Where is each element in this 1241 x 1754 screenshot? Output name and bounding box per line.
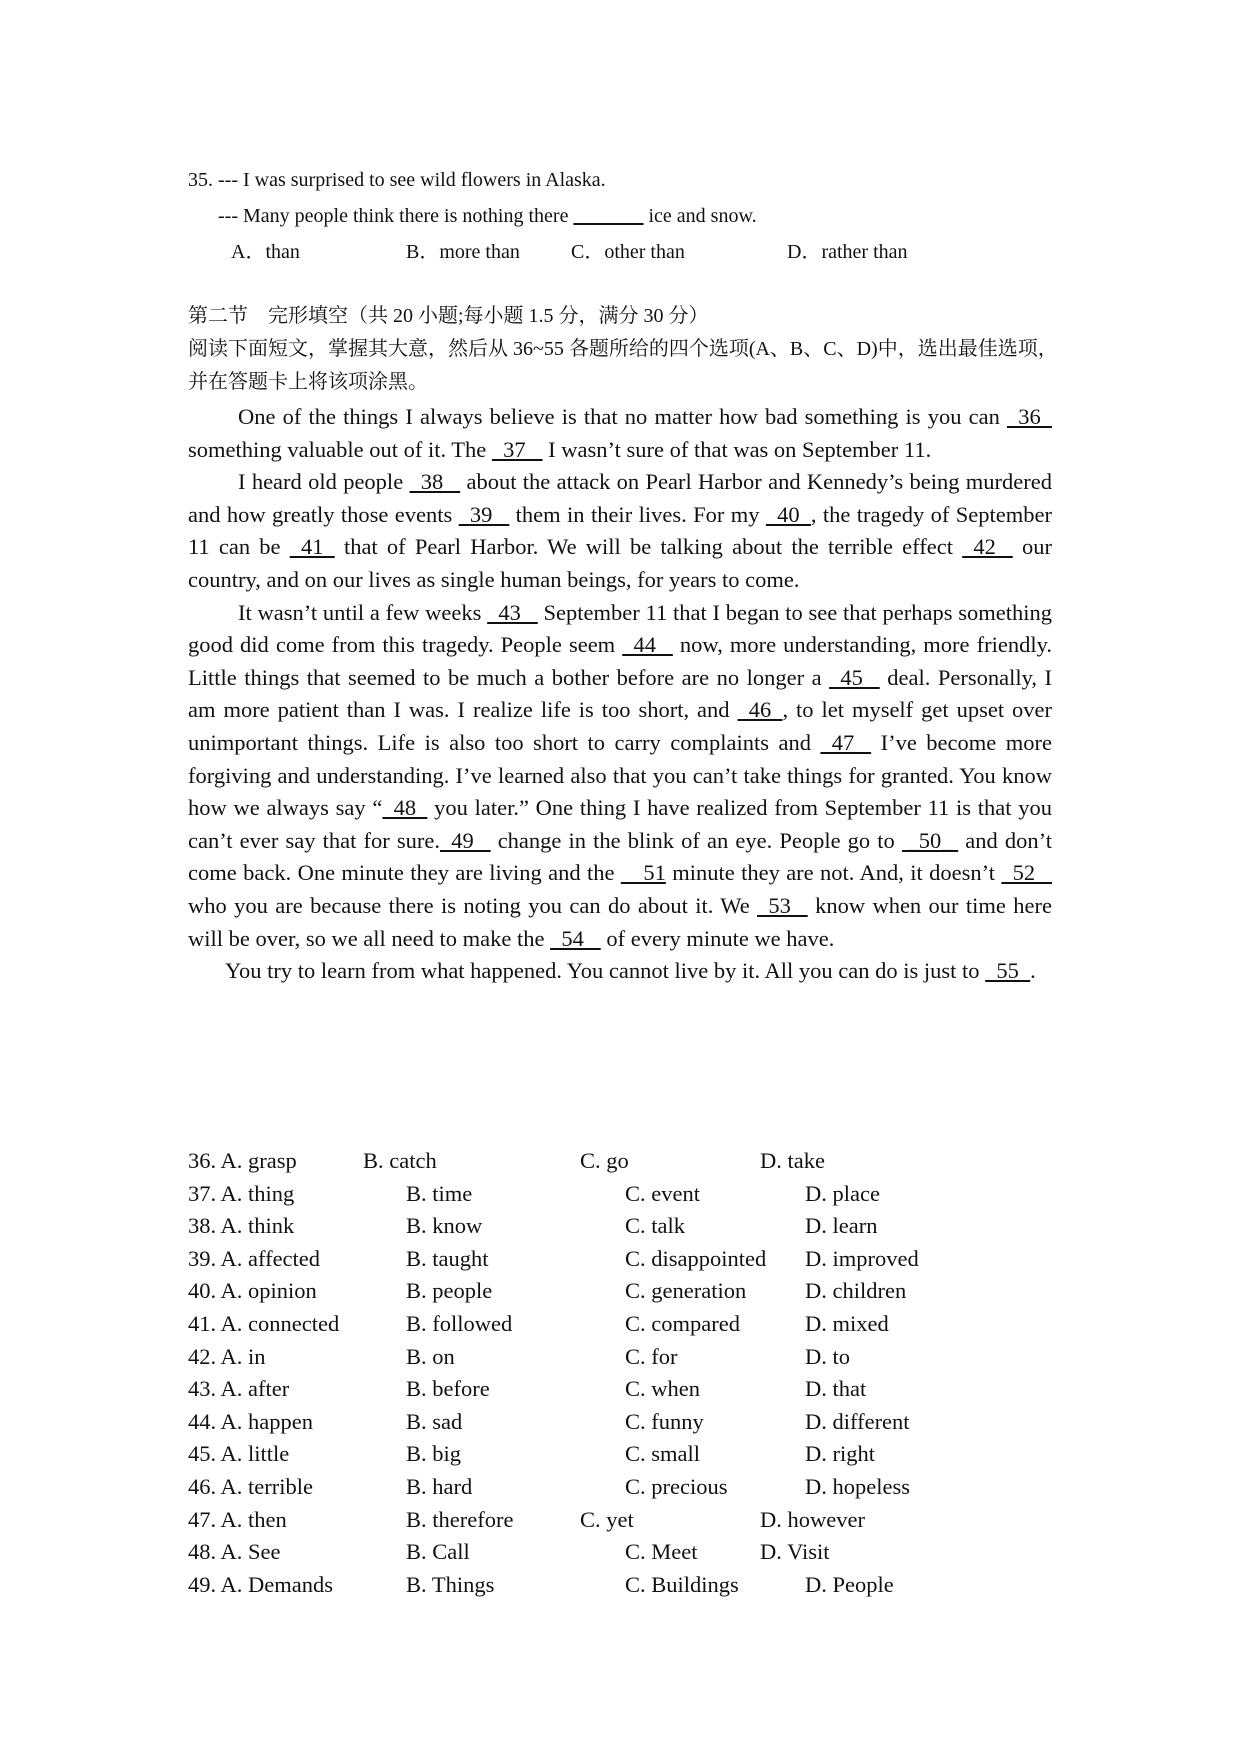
choice-d: D. improved [805, 1245, 919, 1271]
passage-text: our country, and on our lives as single human beings, for years to come. [188, 534, 1052, 592]
blank-49: 49 [439, 827, 491, 853]
passage-text: It wasn’t until a few weeks [238, 599, 488, 625]
choice-row-49 [188, 1569, 1068, 1602]
section-header [188, 300, 1060, 399]
choice-d: D. that [805, 1376, 867, 1402]
choice-b: B. therefore [406, 1506, 514, 1532]
choice-row-43 [188, 1373, 1068, 1406]
choice-c: C. go [580, 1148, 629, 1173]
q35-option-b: B．more than [406, 241, 520, 263]
choice-d: D. People [805, 1571, 894, 1597]
choice-b: B. followed [406, 1310, 513, 1336]
passage-text: something valuable out of it. The [188, 436, 492, 462]
q35-reply [188, 198, 1068, 234]
passage-text: know when our time here will be over, so we all need to make the [188, 892, 1052, 951]
choice-row-38 [188, 1210, 1068, 1243]
choice-a: 49. A. Demands [188, 1571, 333, 1597]
choice-d: D. mixed [805, 1310, 889, 1336]
section-heading: 第二节 完形填空（共 20 小题;每小题 1.5 分，满分 30 分） [188, 305, 709, 327]
choice-b: B. hard [406, 1473, 473, 1499]
choice-a: 46. A. terrible [188, 1473, 313, 1499]
choice-b: B. Call [406, 1539, 470, 1565]
choice-row-47 [188, 1504, 1068, 1537]
choice-d: D. however [760, 1506, 865, 1532]
passage-text: and don’t come back. One minute they are living and the [188, 827, 1052, 886]
blank-48: 48 [382, 795, 428, 821]
blank-40: 40 [765, 501, 811, 527]
q35-option-d: D．rather than [787, 241, 908, 263]
choice-row-39 [188, 1243, 1068, 1276]
choice-b: B. sad [406, 1408, 463, 1434]
choice-c: C. generation [625, 1278, 747, 1304]
choice-a: 44. A. happen [188, 1408, 313, 1434]
passage-text: September 11 that I began to see that perhaps something good did come from this tragedy. People seem [188, 599, 1052, 658]
q35-prompt: 35. --- I was surprised to see wild flowers in Alaska. [188, 169, 606, 191]
choice-b: B. time [406, 1180, 473, 1206]
choice-a: 43. A. after [188, 1376, 290, 1402]
choice-d: D. different [805, 1408, 910, 1434]
choice-b: B. on [406, 1343, 455, 1369]
choice-row-37 [188, 1178, 1068, 1211]
q35-options [188, 234, 1068, 270]
q35-reply-end: ice and snow. [643, 205, 757, 227]
choice-c: C. talk [625, 1213, 685, 1239]
choice-row-48 [188, 1536, 1068, 1569]
passage-text: I heard old people [238, 469, 410, 495]
blank-53: 53 [757, 892, 808, 918]
blank-55: 55 [985, 958, 1031, 984]
choice-d: D. learn [805, 1213, 878, 1239]
passage-text: deal. Personally, I am more patient than I was. I realize life is too short, and [188, 664, 1052, 723]
choice-row-41 [188, 1308, 1068, 1341]
blank-54: 54 [550, 925, 601, 951]
choice-row-46 [188, 1471, 1068, 1504]
choice-b: B. before [406, 1376, 490, 1402]
choice-d: D. take [760, 1148, 825, 1173]
choice-d: D. to [805, 1343, 850, 1369]
passage-text: One of the things I always believe is that no matter how bad something is you can [238, 404, 1007, 429]
choice-b: B. people [406, 1278, 493, 1304]
q35-blank: _______ [573, 205, 644, 227]
blank-45: 45 [829, 664, 880, 690]
question-35 [188, 162, 1068, 270]
choice-row-36 [188, 1145, 1068, 1178]
choice-row-45 [188, 1438, 1068, 1471]
choice-c: C. funny [625, 1408, 704, 1434]
choice-d: D. Visit [760, 1539, 830, 1565]
choice-b: B. big [406, 1441, 462, 1467]
passage-text: minute they are not. And, it doesn’t [665, 860, 1002, 886]
cloze-passage [188, 401, 1052, 988]
passage-paragraph [188, 466, 1052, 596]
choice-c: C. for [625, 1343, 678, 1369]
choice-a: 36. A. grasp [188, 1148, 297, 1173]
choice-b: B. taught [406, 1245, 489, 1271]
passage-text: you later.” One thing I have realized from September 11 is that you can’t ever say that for sure. [188, 795, 1052, 853]
passage-paragraph [188, 955, 1052, 988]
passage-text: who you are because there is noting you can do about it. We [188, 892, 758, 918]
choice-b: B. catch [363, 1148, 437, 1173]
choice-a: 37. A. thing [188, 1180, 295, 1206]
choice-d: D. right [805, 1441, 875, 1467]
passage-text: now, more understanding, more friendly. Little things that seemed to be much a bother before are no longer a [188, 632, 1052, 690]
choice-c: C. Buildings [625, 1571, 739, 1597]
blank-38: 38 [409, 469, 461, 495]
passage-text: change in the blink of an eye. People go to [490, 827, 902, 853]
choice-a: 39. A. affected [188, 1245, 321, 1271]
passage-text: I wasn’t sure of that was on September 11. [542, 436, 932, 462]
choice-a: 45. A. little [188, 1441, 290, 1467]
choice-row-44 [188, 1406, 1068, 1439]
choice-b: B. know [406, 1213, 483, 1239]
choice-c: C. yet [580, 1506, 634, 1532]
blank-43: 43 [487, 599, 538, 625]
choice-a: 47. A. then [188, 1506, 287, 1532]
choice-row-40 [188, 1275, 1068, 1308]
choice-c: C. precious [625, 1473, 728, 1499]
choice-c: C. disappointed [625, 1245, 767, 1271]
q35-reply-text: --- Many people think there is nothing there [218, 205, 574, 227]
choice-a: 42. A. in [188, 1343, 266, 1369]
choice-row-42 [188, 1341, 1068, 1374]
blank-50: _50_ [901, 827, 959, 853]
passage-text: that of Pearl Harbor. We will be talking about the terrible effect [334, 534, 963, 560]
passage-text: , the tragedy of September 11 can be [188, 501, 1053, 560]
passage-paragraph [188, 401, 1052, 466]
choice-d: D. children [805, 1278, 907, 1304]
passage-text: . [1030, 958, 1036, 984]
choice-a: 38. A. think [188, 1213, 295, 1239]
choice-c: C. when [625, 1376, 700, 1402]
q35-option-c: C．other than [571, 241, 685, 263]
choice-d: D. hopeless [805, 1473, 910, 1499]
passage-paragraph [188, 597, 1052, 956]
choice-c: C. event [625, 1180, 700, 1206]
choice-d: D. place [805, 1180, 880, 1206]
choice-c: C. Meet [625, 1539, 698, 1565]
blank-42: 42 [962, 534, 1013, 560]
passage-text: of every minute we have. [600, 925, 835, 951]
choice-c: C. compared [625, 1310, 740, 1336]
passage-text: about the attack on Pearl Harbor and Kennedy’s being murdered and how greatly those events [188, 469, 1052, 527]
section-instruction: 阅读下面短文，掌握其大意，然后从 36~55 各题所给的四个选项(A、B、C、D)中，选出最佳选项，并在答题卡上将该项涂黑。 [188, 338, 1058, 393]
blank-37: 37 [491, 436, 543, 462]
q35-option-a: A．than [231, 241, 300, 263]
choice-a: 40. A. opinion [188, 1278, 317, 1304]
passage-text: them in their lives. For my [509, 501, 766, 527]
choice-a: 48. A. See [188, 1539, 281, 1565]
blank-52: 52 [1001, 860, 1052, 886]
answer-choices [188, 1145, 1068, 1601]
passage-text: I’ve become more forgiving and understanding. I’ve learned also that you can’t take things for granted. You know how we always say “ [188, 729, 1052, 821]
passage-text: , to let myself get upset over unimportant things. Life is also too short to carry complaints and [188, 697, 1052, 755]
choice-c: C. small [625, 1441, 701, 1467]
blank-51: 51 [620, 860, 666, 886]
passage-text: You try to learn from what happened. You cannot live by it. All you can do is just to [225, 958, 986, 984]
blank-41: 41 [289, 534, 335, 560]
blank-47: 47 [820, 729, 872, 755]
blank-44: 44 [622, 632, 673, 658]
blank-39: 39 [458, 501, 510, 527]
blank-36: 36 [1007, 404, 1052, 429]
choice-a: 41. A. connected [188, 1310, 340, 1336]
blank-46: 46 [737, 697, 783, 723]
choice-b: B. Things [406, 1571, 495, 1597]
